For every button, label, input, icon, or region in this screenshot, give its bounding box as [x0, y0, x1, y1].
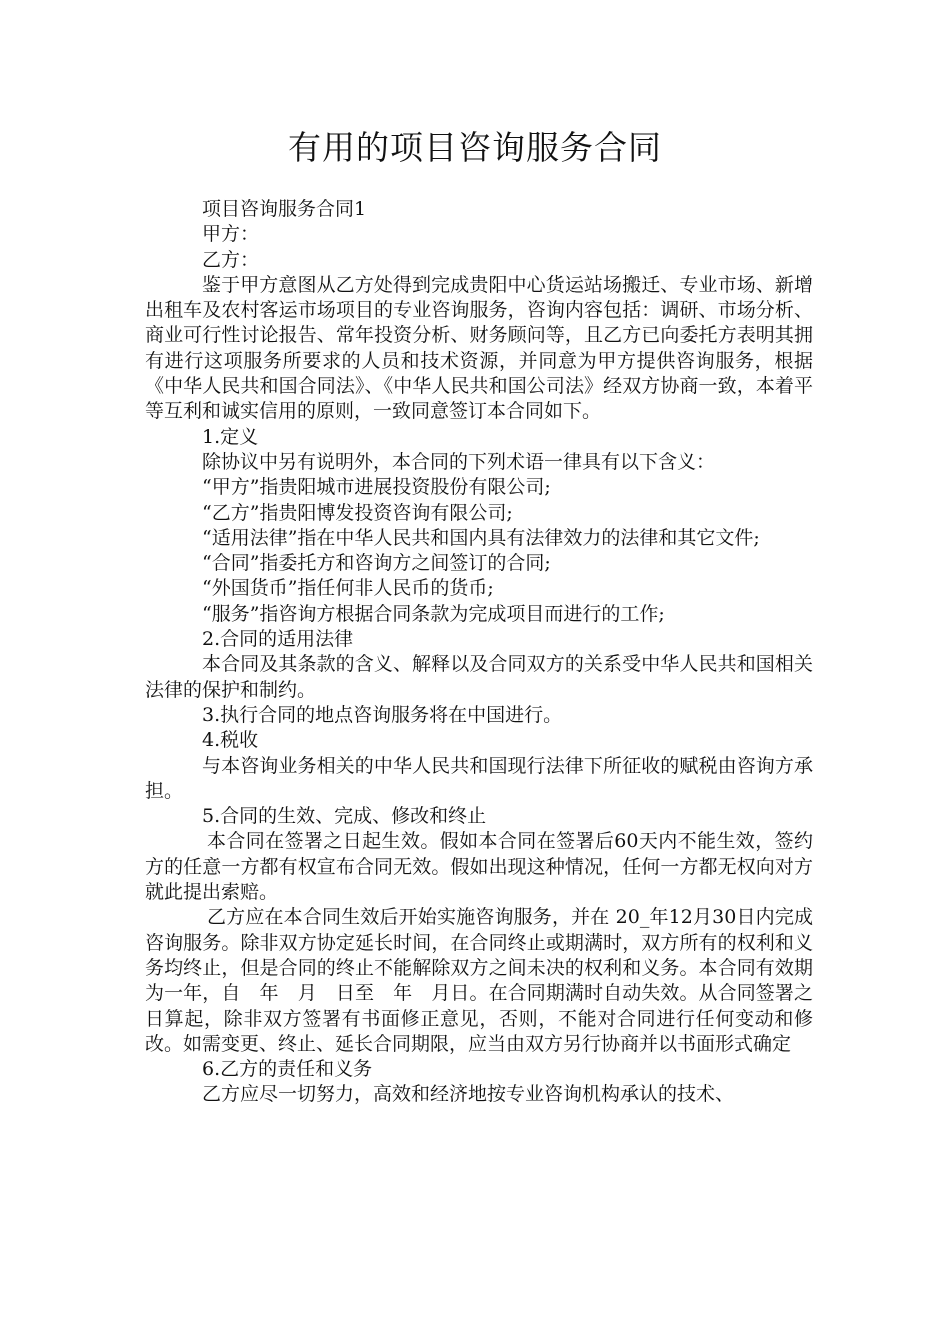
- body-paragraph: 乙方应尽一切努力，高效和经济地按专业咨询机构承认的技术、: [202, 1083, 735, 1106]
- body-paragraph: 项目咨询服务合同1: [202, 198, 367, 220]
- body-paragraph: 除协议中另有说明外，本合同的下列术语一律具有以下含义：: [202, 450, 716, 473]
- body-paragraph: “甲方”指贵阳城市进展投资股份有限公司;: [202, 476, 551, 499]
- document-body: [145, 197, 813, 1108]
- document-title: 有用的项目咨询服务合同: [288, 128, 662, 167]
- body-paragraph: 本合同及其条款的含义、解释以及合同双方的关系受中华人民共和国相关法律的保护和制约。: [145, 653, 813, 701]
- section-heading: 4.税收: [202, 729, 259, 752]
- section-heading: 3.执行合同的地点咨询服务将在中国进行。: [202, 703, 563, 726]
- body-paragraph: “服务”指咨询方根据合同条款为完成项目而进行的工作;: [202, 602, 665, 625]
- section-heading: 5.合同的生效、完成、修改和终止: [202, 805, 487, 828]
- body-paragraph: 乙方应在本合同生效后开始实施咨询服务，并在 20_年12月30日内完成咨询服务。除非双方协定延长时间，在合同终止或期满时，双方所有的权利和义务均终止，但是合同的终止不能解除双方之间未决的权利和义务。本合同有效期为一年，自 年 月 日至 年 月日。在合同期满时自动失效。从合同签署之日算起，除非双方签署有书面修正意见，否则，不能对合同进行任何变动和修改。如需变更、终止、延长合同期限，应当由双方另行协商并以书面形式确定: [145, 906, 813, 1055]
- body-paragraph: “乙方”指贵阳博发投资咨询有限公司;: [202, 501, 513, 524]
- body-paragraph: 乙方：: [202, 248, 260, 271]
- section-heading: 2.合同的适用法律: [202, 628, 354, 651]
- section-heading: 6.乙方的责任和义务: [202, 1058, 373, 1081]
- body-paragraph: “适用法律”指在中华人民共和国内具有法律效力的法律和其它文件;: [202, 526, 760, 549]
- body-paragraph: “外国货币”指任何非人民币的货币;: [202, 577, 494, 600]
- body-paragraph: 本合同在签署之日起生效。假如本合同在签署后60天内不能生效，签约方的任意一方都有权宣布合同无效。假如出现这种情况，任何一方都无权向对方就此提出索赔。: [145, 830, 813, 904]
- body-paragraph: “合同”指委托方和咨询方之间签订的合同;: [202, 552, 551, 575]
- body-paragraph: 鉴于甲方意图从乙方处得到完成贵阳中心货运站场搬迁、专业市场、新增出租车及农村客运市场项目的专业咨询服务，咨询内容包括：调研、市场分析、商业可行性讨论报告、常年投资分析、财务顾问等，且乙方已向委托方表明其拥有进行这项服务所要求的人员和技术资源，并同意为甲方提供咨询服务，根据《中华人民共和国合同法》、《中华人民共和国公司法》经双方协商一致，本着平等互利和诚实信用的原则，一致同意签订本合同如下。: [145, 273, 813, 423]
- section-heading: 1.定义: [202, 425, 259, 448]
- body-paragraph: 与本咨询业务相关的中华人民共和国现行法律下所征收的赋税由咨询方承担。: [145, 754, 813, 802]
- body-paragraph: 甲方：: [202, 223, 260, 246]
